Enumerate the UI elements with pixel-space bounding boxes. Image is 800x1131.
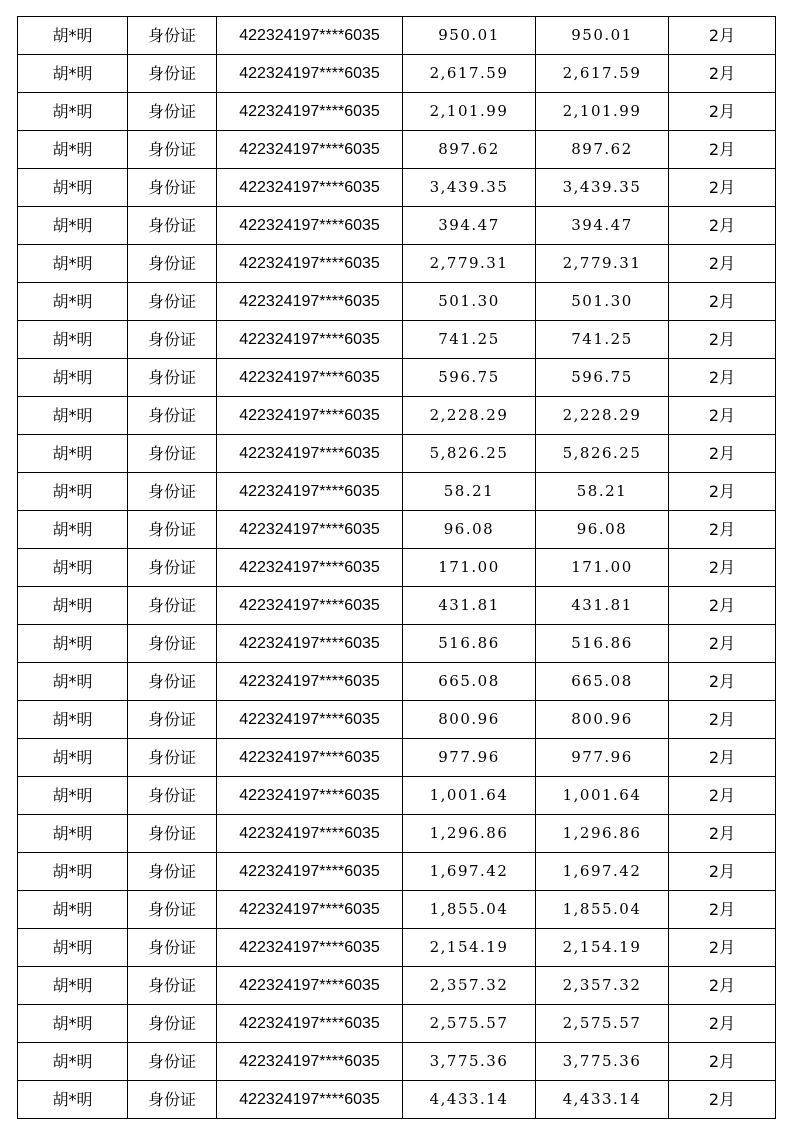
amount-cell-2: 596.75: [536, 359, 669, 397]
name-cell: 胡*明: [18, 549, 128, 587]
month-cell: 2月: [669, 1081, 776, 1119]
name-cell: 胡*明: [18, 1081, 128, 1119]
amount-cell-2: 1,001.64: [536, 777, 669, 815]
amount-cell: 96.08: [403, 511, 536, 549]
amount-cell: 2,228.29: [403, 397, 536, 435]
id-number-cell: 422324197****6035: [217, 891, 403, 929]
table-row: [18, 815, 776, 853]
table-row: [18, 929, 776, 967]
id-number-cell: 422324197****6035: [217, 777, 403, 815]
table-row: [18, 435, 776, 473]
id-number-cell: 422324197****6035: [217, 815, 403, 853]
month-cell: 2月: [669, 283, 776, 321]
id-type-cell: 身份证: [128, 207, 217, 245]
amount-cell: 800.96: [403, 701, 536, 739]
month-cell: 2月: [669, 207, 776, 245]
id-number-cell: 422324197****6035: [217, 853, 403, 891]
id-type-cell: 身份证: [128, 359, 217, 397]
month-cell: 2月: [669, 853, 776, 891]
amount-cell: 2,575.57: [403, 1005, 536, 1043]
month-cell: 2月: [669, 55, 776, 93]
amount-cell-2: 2,101.99: [536, 93, 669, 131]
table-row: [18, 169, 776, 207]
id-number-cell: 422324197****6035: [217, 739, 403, 777]
id-type-cell: 身份证: [128, 1081, 217, 1119]
id-type-cell: 身份证: [128, 929, 217, 967]
table-row: [18, 701, 776, 739]
id-number-cell: 422324197****6035: [217, 397, 403, 435]
amount-cell-2: 2,228.29: [536, 397, 669, 435]
id-type-cell: 身份证: [128, 473, 217, 511]
amount-cell: 58.21: [403, 473, 536, 511]
id-number-cell: 422324197****6035: [217, 17, 403, 55]
name-cell: 胡*明: [18, 511, 128, 549]
amount-cell: 741.25: [403, 321, 536, 359]
name-cell: 胡*明: [18, 777, 128, 815]
payment-table-body: [18, 17, 776, 1119]
table-row: [18, 625, 776, 663]
id-number-cell: 422324197****6035: [217, 283, 403, 321]
table-row: [18, 17, 776, 55]
month-cell: 2月: [669, 1043, 776, 1081]
month-cell: 2月: [669, 587, 776, 625]
id-number-cell: 422324197****6035: [217, 663, 403, 701]
amount-cell: 3,775.36: [403, 1043, 536, 1081]
name-cell: 胡*明: [18, 929, 128, 967]
id-type-cell: 身份证: [128, 701, 217, 739]
id-type-cell: 身份证: [128, 511, 217, 549]
amount-cell-2: 665.08: [536, 663, 669, 701]
name-cell: 胡*明: [18, 397, 128, 435]
month-cell: 2月: [669, 625, 776, 663]
amount-cell: 665.08: [403, 663, 536, 701]
id-type-cell: 身份证: [128, 587, 217, 625]
table-row: [18, 853, 776, 891]
amount-cell-2: 3,775.36: [536, 1043, 669, 1081]
name-cell: 胡*明: [18, 473, 128, 511]
amount-cell: 501.30: [403, 283, 536, 321]
amount-cell-2: 516.86: [536, 625, 669, 663]
name-cell: 胡*明: [18, 1005, 128, 1043]
month-cell: 2月: [669, 473, 776, 511]
amount-cell-2: 741.25: [536, 321, 669, 359]
amount-cell-2: 2,575.57: [536, 1005, 669, 1043]
id-type-cell: 身份证: [128, 93, 217, 131]
month-cell: 2月: [669, 321, 776, 359]
table-row: [18, 131, 776, 169]
month-cell: 2月: [669, 435, 776, 473]
name-cell: 胡*明: [18, 625, 128, 663]
id-number-cell: 422324197****6035: [217, 321, 403, 359]
month-cell: 2月: [669, 701, 776, 739]
id-number-cell: 422324197****6035: [217, 929, 403, 967]
amount-cell-2: 431.81: [536, 587, 669, 625]
amount-cell-2: 3,439.35: [536, 169, 669, 207]
amount-cell: 3,439.35: [403, 169, 536, 207]
name-cell: 胡*明: [18, 359, 128, 397]
id-number-cell: 422324197****6035: [217, 359, 403, 397]
month-cell: 2月: [669, 17, 776, 55]
amount-cell-2: 58.21: [536, 473, 669, 511]
amount-cell: 5,826.25: [403, 435, 536, 473]
amount-cell-2: 1,855.04: [536, 891, 669, 929]
id-type-cell: 身份证: [128, 55, 217, 93]
table-row: [18, 1081, 776, 1119]
name-cell: 胡*明: [18, 587, 128, 625]
name-cell: 胡*明: [18, 435, 128, 473]
name-cell: 胡*明: [18, 321, 128, 359]
amount-cell: 2,154.19: [403, 929, 536, 967]
table-row: [18, 1005, 776, 1043]
id-type-cell: 身份证: [128, 625, 217, 663]
month-cell: 2月: [669, 1005, 776, 1043]
id-type-cell: 身份证: [128, 131, 217, 169]
amount-cell-2: 950.01: [536, 17, 669, 55]
id-number-cell: 422324197****6035: [217, 435, 403, 473]
amount-cell: 897.62: [403, 131, 536, 169]
month-cell: 2月: [669, 891, 776, 929]
month-cell: 2月: [669, 549, 776, 587]
table-row: [18, 359, 776, 397]
id-number-cell: 422324197****6035: [217, 511, 403, 549]
id-type-cell: 身份证: [128, 663, 217, 701]
name-cell: 胡*明: [18, 207, 128, 245]
id-type-cell: 身份证: [128, 1005, 217, 1043]
id-type-cell: 身份证: [128, 777, 217, 815]
id-type-cell: 身份证: [128, 17, 217, 55]
amount-cell-2: 4,433.14: [536, 1081, 669, 1119]
id-type-cell: 身份证: [128, 283, 217, 321]
month-cell: 2月: [669, 511, 776, 549]
table-row: [18, 93, 776, 131]
amount-cell: 4,433.14: [403, 1081, 536, 1119]
table-row: [18, 207, 776, 245]
month-cell: 2月: [669, 967, 776, 1005]
table-row: [18, 473, 776, 511]
amount-cell: 516.86: [403, 625, 536, 663]
id-number-cell: 422324197****6035: [217, 55, 403, 93]
amount-cell: 2,357.32: [403, 967, 536, 1005]
amount-cell-2: 394.47: [536, 207, 669, 245]
month-cell: 2月: [669, 777, 776, 815]
amount-cell-2: 1,697.42: [536, 853, 669, 891]
id-type-cell: 身份证: [128, 169, 217, 207]
amount-cell: 2,101.99: [403, 93, 536, 131]
id-number-cell: 422324197****6035: [217, 587, 403, 625]
id-number-cell: 422324197****6035: [217, 1043, 403, 1081]
table-row: [18, 283, 776, 321]
id-number-cell: 422324197****6035: [217, 207, 403, 245]
month-cell: 2月: [669, 131, 776, 169]
table-row: [18, 587, 776, 625]
month-cell: 2月: [669, 815, 776, 853]
id-number-cell: 422324197****6035: [217, 245, 403, 283]
id-type-cell: 身份证: [128, 891, 217, 929]
table-row: [18, 777, 776, 815]
id-type-cell: 身份证: [128, 435, 217, 473]
name-cell: 胡*明: [18, 967, 128, 1005]
amount-cell-2: 2,154.19: [536, 929, 669, 967]
amount-cell: 1,855.04: [403, 891, 536, 929]
amount-cell-2: 5,826.25: [536, 435, 669, 473]
name-cell: 胡*明: [18, 245, 128, 283]
payment-table: [17, 16, 776, 1119]
amount-cell: 394.47: [403, 207, 536, 245]
month-cell: 2月: [669, 739, 776, 777]
amount-cell: 1,001.64: [403, 777, 536, 815]
amount-cell-2: 1,296.86: [536, 815, 669, 853]
name-cell: 胡*明: [18, 55, 128, 93]
amount-cell-2: 2,779.31: [536, 245, 669, 283]
month-cell: 2月: [669, 359, 776, 397]
amount-cell-2: 501.30: [536, 283, 669, 321]
amount-cell: 596.75: [403, 359, 536, 397]
amount-cell-2: 800.96: [536, 701, 669, 739]
id-type-cell: 身份证: [128, 245, 217, 283]
table-row: [18, 549, 776, 587]
id-number-cell: 422324197****6035: [217, 1005, 403, 1043]
amount-cell: 977.96: [403, 739, 536, 777]
name-cell: 胡*明: [18, 131, 128, 169]
id-number-cell: 422324197****6035: [217, 93, 403, 131]
table-row: [18, 891, 776, 929]
id-type-cell: 身份证: [128, 1043, 217, 1081]
amount-cell: 2,779.31: [403, 245, 536, 283]
month-cell: 2月: [669, 397, 776, 435]
name-cell: 胡*明: [18, 169, 128, 207]
table-row: [18, 511, 776, 549]
id-type-cell: 身份证: [128, 321, 217, 359]
month-cell: 2月: [669, 93, 776, 131]
amount-cell: 431.81: [403, 587, 536, 625]
table-row: [18, 1043, 776, 1081]
table-row: [18, 663, 776, 701]
table-row: [18, 967, 776, 1005]
id-type-cell: 身份证: [128, 549, 217, 587]
id-type-cell: 身份证: [128, 853, 217, 891]
name-cell: 胡*明: [18, 853, 128, 891]
table-row: [18, 397, 776, 435]
table-row: [18, 739, 776, 777]
id-number-cell: 422324197****6035: [217, 701, 403, 739]
id-type-cell: 身份证: [128, 967, 217, 1005]
month-cell: 2月: [669, 245, 776, 283]
table-row: [18, 55, 776, 93]
name-cell: 胡*明: [18, 283, 128, 321]
amount-cell-2: 96.08: [536, 511, 669, 549]
id-number-cell: 422324197****6035: [217, 625, 403, 663]
name-cell: 胡*明: [18, 17, 128, 55]
id-number-cell: 422324197****6035: [217, 549, 403, 587]
name-cell: 胡*明: [18, 891, 128, 929]
name-cell: 胡*明: [18, 1043, 128, 1081]
amount-cell-2: 2,617.59: [536, 55, 669, 93]
id-type-cell: 身份证: [128, 815, 217, 853]
id-number-cell: 422324197****6035: [217, 169, 403, 207]
month-cell: 2月: [669, 169, 776, 207]
id-number-cell: 422324197****6035: [217, 967, 403, 1005]
id-number-cell: 422324197****6035: [217, 473, 403, 511]
name-cell: 胡*明: [18, 815, 128, 853]
amount-cell: 1,296.86: [403, 815, 536, 853]
name-cell: 胡*明: [18, 739, 128, 777]
table-row: [18, 245, 776, 283]
name-cell: 胡*明: [18, 701, 128, 739]
amount-cell-2: 977.96: [536, 739, 669, 777]
id-number-cell: 422324197****6035: [217, 131, 403, 169]
id-type-cell: 身份证: [128, 739, 217, 777]
amount-cell-2: 2,357.32: [536, 967, 669, 1005]
amount-cell: 171.00: [403, 549, 536, 587]
amount-cell: 950.01: [403, 17, 536, 55]
amount-cell-2: 171.00: [536, 549, 669, 587]
name-cell: 胡*明: [18, 93, 128, 131]
amount-cell-2: 897.62: [536, 131, 669, 169]
month-cell: 2月: [669, 663, 776, 701]
table-row: [18, 321, 776, 359]
month-cell: 2月: [669, 929, 776, 967]
name-cell: 胡*明: [18, 663, 128, 701]
id-number-cell: 422324197****6035: [217, 1081, 403, 1119]
amount-cell: 1,697.42: [403, 853, 536, 891]
id-type-cell: 身份证: [128, 397, 217, 435]
amount-cell: 2,617.59: [403, 55, 536, 93]
